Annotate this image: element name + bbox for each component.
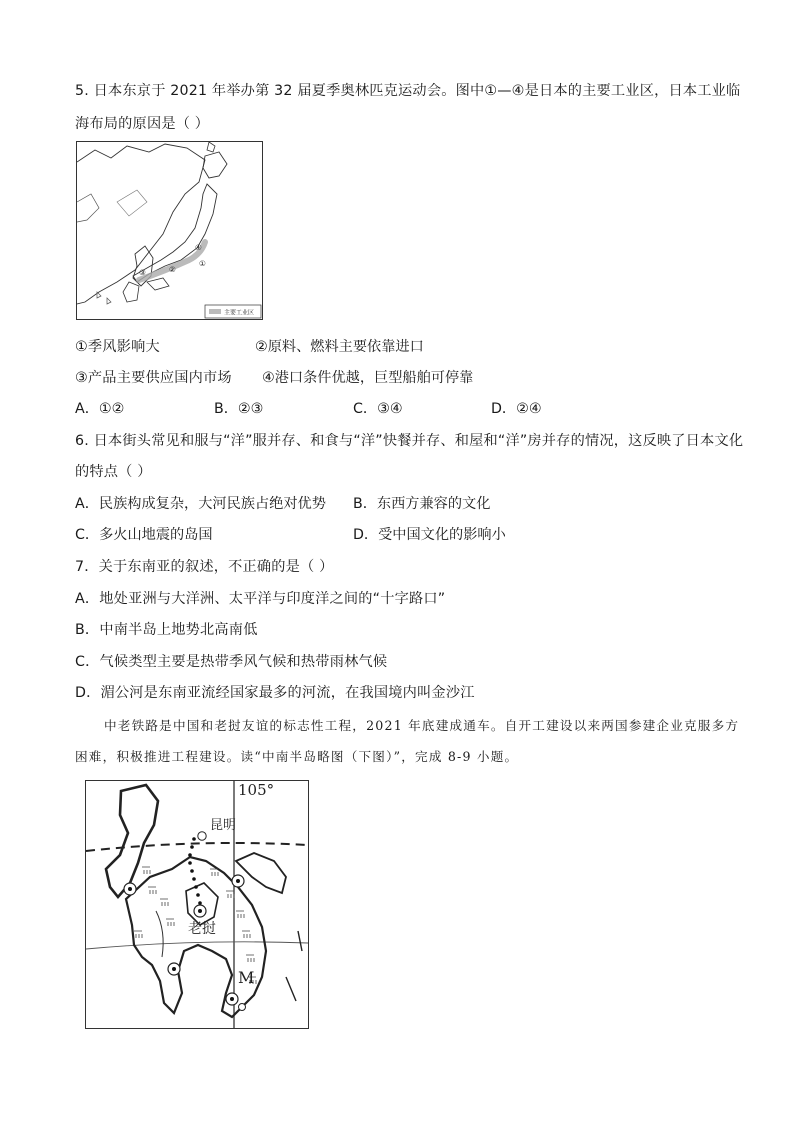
japan-map xyxy=(76,141,263,320)
passage-line2: 困难，积极推进工程建设。读“中南半岛略图（下图）”，完成 8-9 小题。 xyxy=(75,749,519,764)
m-label: M xyxy=(238,968,255,987)
q5-option-d[interactable]: D．②④ xyxy=(491,401,542,417)
map-legend-label: 主要工业区 xyxy=(224,309,255,317)
q5-stem-line2: 海布局的原因是（ ） xyxy=(75,116,210,132)
q5-statement-2: ②原料、燃料主要依靠进口 xyxy=(255,339,424,355)
longitude-label: 105° xyxy=(238,781,275,799)
q7-option-b[interactable]: B．中南半岛上地势北高南低 xyxy=(75,622,258,638)
q5-statement-4: ④港口条件优越，巨型船舶可停靠 xyxy=(262,370,474,386)
indochina-map xyxy=(85,780,309,1029)
q7-option-c[interactable]: C．气候类型主要是热带季风气候和热带雨林气候 xyxy=(75,654,388,670)
q5-statement-1: ①季风影响大 xyxy=(75,339,160,355)
q6-stem-line2: 的特点（ ） xyxy=(75,464,152,480)
laos-label: 老挝 xyxy=(188,921,216,937)
passage-line1: 中老铁路是中国和老挝友谊的标志性工程，2021 年底建成通车。自开工建设以来两国参建企业克服多方 xyxy=(104,718,740,733)
q6-stem-line1: 6. 日本街头常见和服与“洋”服并存、和食与“洋”快餐并存、和屋和“洋”房并存的情况，这反映了日本文化 xyxy=(75,433,744,449)
q5-option-c[interactable]: C．③④ xyxy=(353,401,403,417)
q5-option-b[interactable]: B．②③ xyxy=(214,401,264,417)
marker-2: ② xyxy=(169,265,176,274)
q5-statement-3: ③产品主要供应国内市场 xyxy=(75,370,232,386)
q6-option-c[interactable]: C．多火山地震的岛国 xyxy=(75,527,213,543)
marker-3: ③ xyxy=(139,268,146,277)
q6-option-a[interactable]: A．民族构成复杂，大河民族占绝对优势 xyxy=(75,496,326,512)
kunming-label: 昆明 xyxy=(210,818,237,833)
marker-1: ① xyxy=(199,259,206,268)
q6-option-d[interactable]: D．受中国文化的影响小 xyxy=(353,527,506,543)
q6-option-b[interactable]: B．东西方兼容的文化 xyxy=(353,496,491,512)
q5-option-a[interactable]: A．①② xyxy=(75,401,125,417)
q7-stem: 7．关于东南亚的叙述，不正确的是（ ） xyxy=(75,559,334,575)
q7-option-a[interactable]: A．地处亚洲与大洋洲、太平洋与印度洋之间的“十字路口” xyxy=(75,591,446,607)
q5-stem-line1: 5. 日本东京于 2021 年举办第 32 届夏季奥林匹克运动会。图中①—④是日本的主要工业区，日本工业临 xyxy=(75,83,741,99)
marker-4: ④ xyxy=(195,243,202,252)
q7-option-d[interactable]: D．湄公河是东南亚流经国家最多的河流，在我国境内叫金沙江 xyxy=(75,685,475,701)
